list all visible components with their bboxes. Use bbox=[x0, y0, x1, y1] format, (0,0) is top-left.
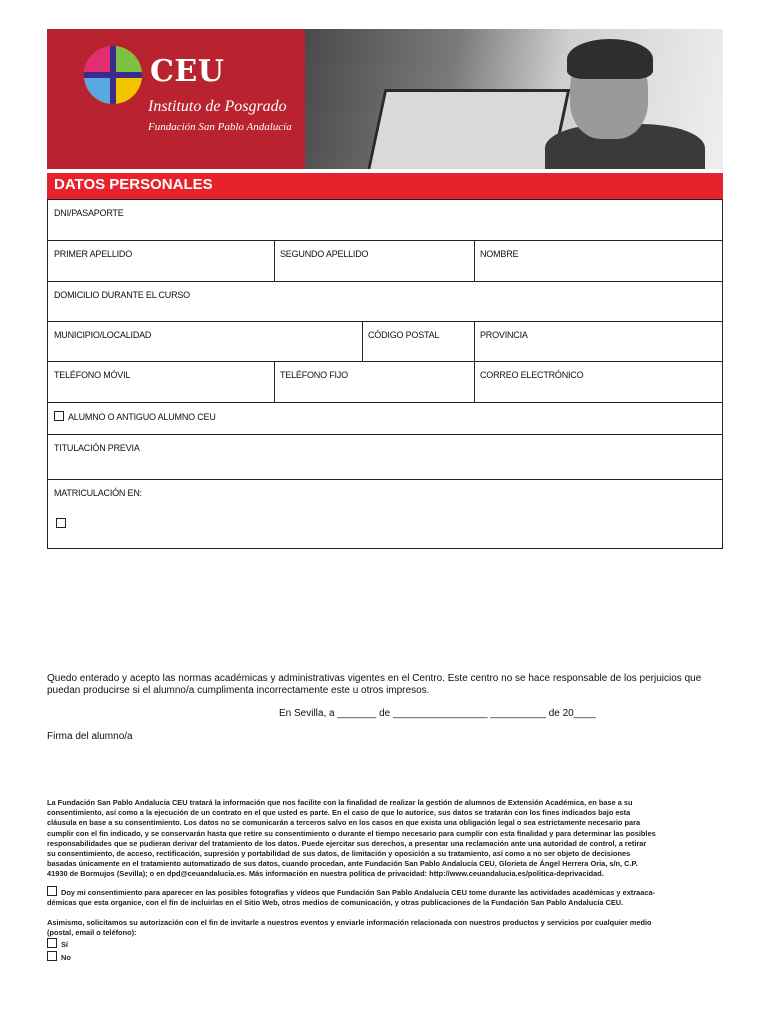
form-row-localidad bbox=[48, 321, 722, 362]
form-row-alumno-ceu bbox=[48, 402, 722, 435]
titulacion-field[interactable]: TITULACIÓN PREVIA bbox=[54, 443, 140, 453]
form-row-titulacion bbox=[48, 434, 722, 480]
student-photo bbox=[305, 29, 723, 169]
personal-data-form bbox=[47, 199, 723, 549]
si-checkbox[interactable] bbox=[47, 938, 57, 948]
header-banner bbox=[47, 29, 723, 169]
marketing-authorization bbox=[47, 918, 727, 963]
acceptance-line-1: Quedo enterado y acepto las normas académicas y administrativas vigentes en el Centro. Este centro no se hace responsable de los perjuicios que bbox=[47, 673, 702, 684]
telefono-fijo-field: TELÉFONO FIJO bbox=[280, 370, 348, 380]
privacy-line: consentimiento, así como a la ejecución de un contrato en el que usted es parte. En el caso de que lo autorice, sus datos se tratarán con los fines indicados bajo esta bbox=[47, 808, 631, 818]
form-row-matriculacion bbox=[48, 479, 722, 549]
option-no[interactable] bbox=[47, 951, 727, 963]
segundo-apellido-field: SEGUNDO APELLIDO bbox=[280, 249, 369, 259]
acceptance-text bbox=[47, 673, 727, 697]
codigo-postal-field: CÓDIGO POSTAL bbox=[368, 330, 440, 340]
codigo-postal-cell[interactable] bbox=[362, 322, 474, 362]
no-label: No bbox=[61, 952, 71, 962]
institute-name: Instituto de Posgrado bbox=[148, 98, 287, 115]
place-date-line[interactable]: En Sevilla, a _______ de _________________ __________ de 20____ bbox=[279, 708, 596, 719]
privacy-line: responsabilidades que se pudieran derivar del tratamiento de los datos. Puede ejercitar sus derechos, a presentar una reclamación ante una autoridad de control, a retirar bbox=[47, 838, 647, 848]
option-si[interactable] bbox=[47, 938, 727, 950]
municipio-field[interactable]: MUNICIPIO/LOCALIDAD bbox=[54, 330, 152, 340]
auth-line-2: (postal, email o teléfono): bbox=[47, 928, 137, 938]
nombre-cell[interactable] bbox=[474, 241, 722, 282]
brand-name: CEU bbox=[150, 54, 225, 89]
domicilio-field[interactable]: DOMICILIO DURANTE EL CURSO bbox=[54, 290, 190, 300]
form-row-domicilio bbox=[48, 281, 722, 322]
consent-line-1: Doy mi consentimiento para aparecer en las posibles fotografías y vídeos que Fundación San Pablo Andalucía CEU tome durante las actividades académicas y extraaca- bbox=[61, 888, 656, 897]
si-label: Sí bbox=[61, 940, 68, 950]
form-row-contacto bbox=[48, 361, 722, 403]
form-row-dni bbox=[48, 200, 722, 240]
privacy-line: su consentimiento, de acceso, rectificación, supresión y portabilidad de sus datos, de limitación y oposición a su tratamiento, así como a no ser objeto de decisiones bbox=[47, 849, 631, 859]
acceptance-line-2: puedan producirse si el alumno/a cumplimenta incorrectamente este u otros impresos. bbox=[47, 685, 430, 696]
nombre-field: NOMBRE bbox=[480, 249, 519, 259]
privacy-clause bbox=[47, 798, 727, 880]
matriculacion-checkbox[interactable] bbox=[56, 518, 66, 528]
telefono-fijo-cell[interactable] bbox=[274, 362, 474, 403]
privacy-line: basadas únicamente en el tratamiento automatizado de sus datos, cuando procedan, ante Fundación San Pablo Andalucía CEU, Glorieta de Ángel Herrera Oria, s/n, C.P. bbox=[47, 859, 638, 869]
consent-line-2: démicas que esta organice, con el fin de incluirlas en el Sitio Web, otros medios de comunicación, y otras publicaciones de la Fundación San Pablo Andalucía CEU. bbox=[47, 898, 624, 908]
provincia-cell[interactable] bbox=[474, 322, 722, 362]
ceu-logo-icon bbox=[84, 46, 142, 104]
form-row-names bbox=[48, 240, 722, 282]
telefono-movil-field[interactable]: TELÉFONO MÓVIL bbox=[54, 370, 131, 380]
primer-apellido-field[interactable]: PRIMER APELLIDO bbox=[54, 249, 133, 259]
alumno-ceu-label: ALUMNO O ANTIGUO ALUMNO CEU bbox=[68, 412, 216, 422]
provincia-field: PROVINCIA bbox=[480, 330, 528, 340]
foundation-name: Fundación San Pablo Andalucía bbox=[148, 121, 292, 133]
brand-panel bbox=[47, 29, 305, 169]
section-title: DATOS PERSONALES bbox=[54, 176, 213, 193]
signature-label: Firma del alumno/a bbox=[47, 731, 133, 742]
correo-field: CORREO ELECTRÓNICO bbox=[480, 370, 584, 380]
dni-field[interactable]: DNI/PASAPORTE bbox=[54, 208, 124, 218]
privacy-line: cláusula en base a su consentimiento. Los datos no se comunicarán a terceros salvo en los casos en que exista una obligación legal o sea estrictamente necesario para bbox=[47, 818, 641, 828]
section-title-bar bbox=[47, 173, 723, 199]
segundo-apellido-cell[interactable] bbox=[274, 241, 474, 282]
image-consent-checkbox[interactable] bbox=[47, 886, 57, 896]
no-checkbox[interactable] bbox=[47, 951, 57, 961]
correo-cell[interactable] bbox=[474, 362, 722, 403]
alumno-ceu-checkbox[interactable] bbox=[54, 411, 64, 421]
privacy-line: La Fundación San Pablo Andalucía CEU tratará la información que nos facilite con la finalidad de realizar la gestión de alumnos de Extensión Académica, en base a su bbox=[47, 798, 633, 807]
image-consent bbox=[47, 886, 727, 908]
matriculacion-field: MATRICULACIÓN EN: bbox=[54, 488, 142, 498]
privacy-line: cumplir con el fin indicado, y se conservarán hasta que retire su consentimiento o durante el tiempo necesario para cumplir con esta finalidad y para determinar las posibles bbox=[47, 828, 656, 838]
privacy-line: 41930 de Bormujos (Sevilla); o en dpd@ceuandalucia.es. Más información en nuestra política de privacidad: http://www.ceuandalucia.es/politica-deprivacidad. bbox=[47, 869, 604, 879]
alumno-ceu-option[interactable] bbox=[54, 411, 216, 422]
auth-line-1: Asimismo, solicitamos su autorización con el fin de invitarle a nuestros eventos y enviarle información relacionada con nuestros productos y servicios por cualquier medio bbox=[47, 918, 652, 927]
